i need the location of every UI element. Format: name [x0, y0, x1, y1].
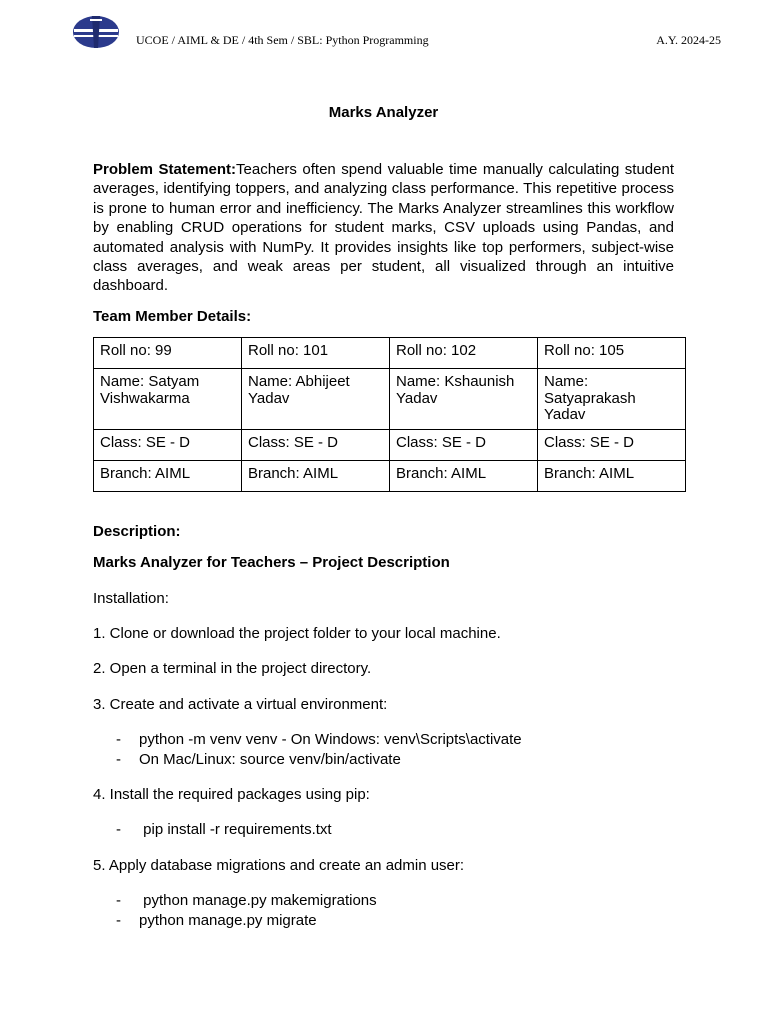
academic-year: A.Y. 2024-25 — [656, 33, 721, 47]
table-cell: Name: Abhijeet Yadav — [242, 369, 390, 430]
list-item — [93, 820, 674, 839]
problem-statement-text: Teachers often spend valuable time manually calculating student averages, identifying toppers, and analyzing class performance. This repetitive process is prone to human error and inefficiency. The Marks Analyzer streamlines this workflow by enabling CRUD operations for student marks, CSV uploads using Pandas, and automated analysis with NumPy. It provides insights like top performers, subject-wise class averages, and weak areas per student, all visualized through an intuitive dashboard. — [93, 161, 675, 295]
list-item — [93, 730, 674, 749]
table-cell: Roll no: 102 — [390, 338, 538, 369]
university-logo-icon — [72, 14, 120, 50]
command-list — [93, 891, 674, 930]
list-item — [93, 891, 674, 910]
table-cell: Branch: AIML — [538, 460, 686, 491]
problem-statement-label: Problem Statement: — [93, 161, 237, 178]
table-cell: Name: Satyaprakash Yadav — [538, 369, 686, 430]
table-row — [94, 369, 686, 430]
description-heading: Description: — [93, 522, 181, 540]
table-cell: Class: SE - D — [390, 429, 538, 460]
table-cell: Class: SE - D — [242, 429, 390, 460]
table-cell: Branch: AIML — [390, 460, 538, 491]
install-step: 4. Install the required packages using pip: — [93, 786, 370, 803]
table-cell: Roll no: 101 — [242, 338, 390, 369]
bullet-dash: - — [116, 821, 121, 839]
install-step: 2. Open a terminal in the project directory. — [93, 660, 372, 678]
problem-statement — [93, 160, 674, 296]
command-text: python manage.py migrate — [139, 911, 317, 929]
table-cell: Branch: AIML — [94, 460, 242, 491]
team-table — [93, 337, 686, 492]
table-row — [94, 460, 686, 491]
bullet-dash: - — [116, 892, 121, 910]
command-text: On Mac/Linux: source venv/bin/activate — [139, 750, 401, 768]
installation-label: Installation: — [93, 589, 169, 607]
table-row — [94, 429, 686, 460]
command-text: pip install -r requirements.txt — [139, 821, 332, 839]
table-cell: Branch: AIML — [242, 460, 390, 491]
document-body — [93, 103, 674, 930]
command-list — [93, 820, 674, 839]
team-heading: Team Member Details: — [93, 307, 252, 325]
course-header: UCOE / AIML & DE / 4th Sem / SBL: Python Programming — [136, 33, 429, 47]
bullet-dash: - — [116, 750, 121, 768]
page-header — [0, 0, 768, 70]
document-title: Marks Analyzer — [328, 104, 439, 121]
install-step: 5. Apply database migrations and create an admin user: — [93, 856, 465, 874]
table-cell: Roll no: 99 — [94, 338, 242, 369]
list-item — [93, 911, 674, 930]
command-text: python -m venv venv - On Windows: venv\Scripts\activate — [139, 731, 522, 749]
command-list — [93, 730, 674, 769]
table-cell: Name: Kshaunish Yadav — [390, 369, 538, 430]
list-item — [93, 750, 674, 769]
bullet-dash: - — [116, 731, 121, 749]
table-cell: Name: Satyam Vishwakarma — [94, 369, 242, 430]
project-description-heading: Marks Analyzer for Teachers – Project Description — [93, 554, 450, 572]
table-row — [94, 338, 686, 369]
table-cell: Class: SE - D — [538, 429, 686, 460]
command-text: python manage.py makemigrations — [139, 892, 377, 910]
table-cell: Roll no: 105 — [538, 338, 686, 369]
bullet-dash: - — [116, 911, 121, 929]
table-cell: Class: SE - D — [94, 429, 242, 460]
install-step: 3. Create and activate a virtual environment: — [93, 695, 388, 713]
install-step: 1. Clone or download the project folder to your local machine. — [93, 624, 501, 642]
